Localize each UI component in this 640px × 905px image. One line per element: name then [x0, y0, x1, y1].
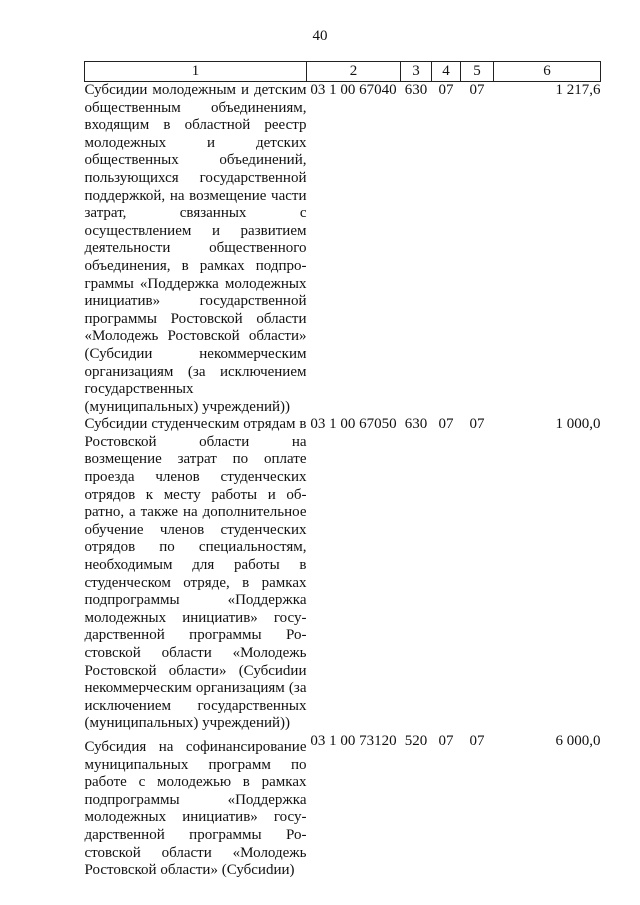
header-col-1: 1 [85, 62, 307, 82]
row-sum: 6 000,0 [555, 732, 601, 749]
table-row [85, 82, 601, 417]
row-name: Субсидии студенческим отрядам в Ростовской области на возмещение затрат по оплате проезда членов студенческих отрядов к месту работы и обратно, а также на дополнительное обучение членов студенческих отрядов по специальностям, необходимым для работы в студенческом отряде, в рамках подпрограммы «Поддержка молодежных инициатив» государственной программы Ростовской области «Молодежь Ростовской области» (Субсиdии некоммерческим организациям (за исключением государственных (муниципальных) учреждений)) [84, 416, 307, 732]
row-subsection: 07 [469, 82, 485, 98]
header-col-4: 4 [432, 62, 461, 82]
row-sum: 1 000,0 [555, 416, 601, 433]
header-col-3: 3 [401, 62, 432, 82]
budget-table [84, 61, 601, 880]
row-subsection: 07 [469, 416, 485, 433]
header-col-2: 2 [307, 62, 401, 82]
row-subsection: 07 [469, 732, 485, 749]
row-expense-type: 630 [404, 82, 428, 98]
header-col-5: 5 [461, 62, 494, 82]
row-target-code: 03 1 00 67050 [310, 416, 397, 433]
row-expense-type: 520 [404, 732, 428, 749]
row-target-code: 03 1 00 73120 [310, 732, 397, 749]
row-sum: 1 217,6 [555, 82, 601, 98]
page-number: 40 [312, 28, 328, 44]
table-row [85, 416, 601, 733]
table-header-row [85, 62, 601, 82]
header-col-6: 6 [494, 62, 601, 82]
row-expense-type: 630 [404, 416, 428, 433]
row-section: 07 [438, 82, 454, 98]
row-target-code: 03 1 00 67040 [310, 82, 397, 98]
row-section: 07 [438, 416, 454, 433]
table-row [85, 733, 601, 880]
row-name: Субсидия на софинансирование муниципальных программ по работе с молодежью в рамках подпрограммы «Поддержка молодежных инициатив» государственной программы Ростовской области «Молодежь Ростовской области» (Субсиdии) [84, 738, 307, 879]
row-section: 07 [438, 732, 454, 749]
row-name: Субсидии молодежным и детским общественным объединениям, входящим в областной реестр молодежных и детских общественных объединений, пользующихся государственной поддержкой, на возмещение части затрат, связанных с осуществлением и развитием деятельности общественного объединения, в рамках подпрограммы «Поддержка молодежных инициатив» государственной программы Ростовской области «Молодежь Ростовской области» (Субсидии некоммерческим организациям (за исключением государственных (муниципальных) учреждений)) [84, 82, 307, 415]
